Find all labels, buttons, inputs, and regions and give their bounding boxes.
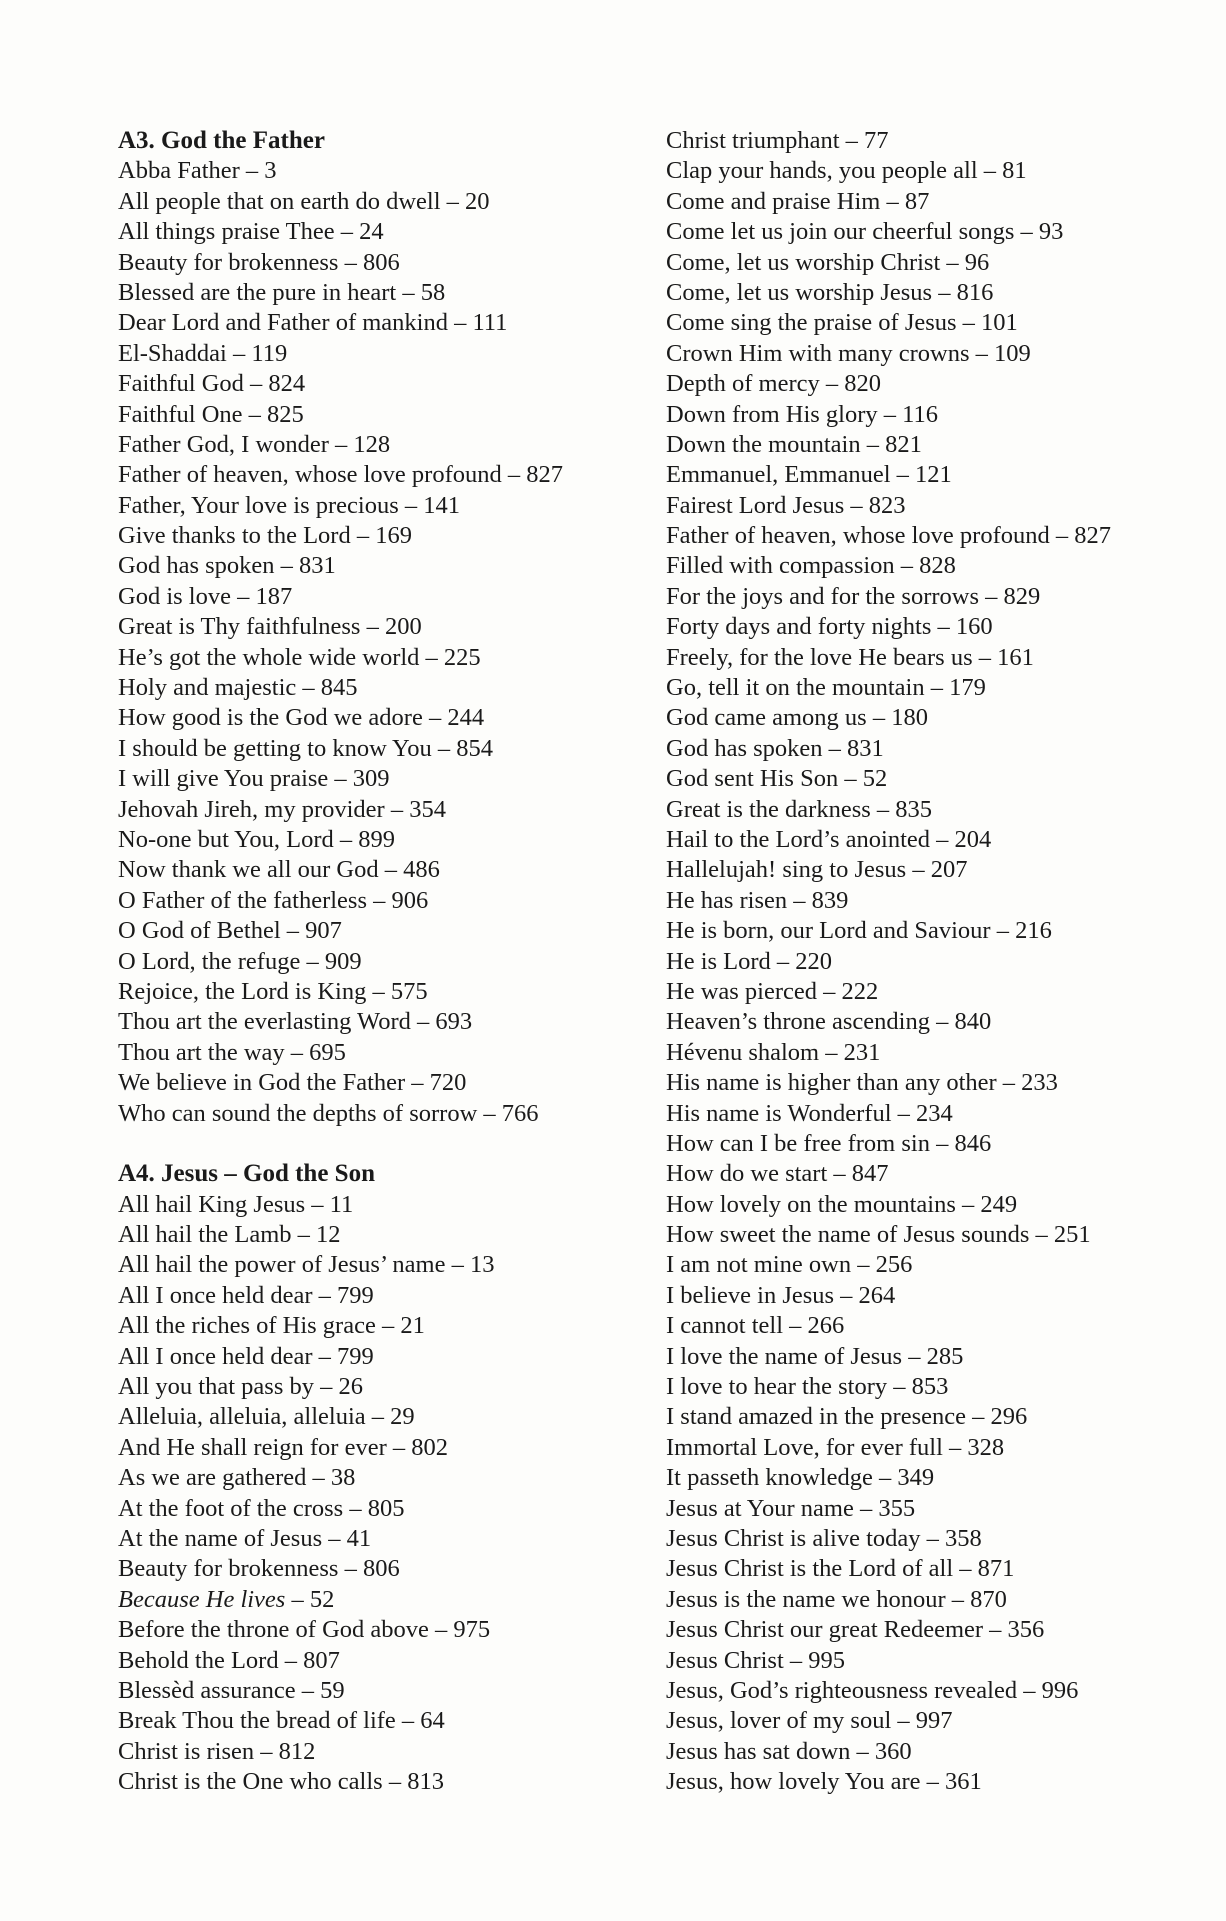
left-column: [118, 126, 658, 1797]
hymn-index-entry: O Father of the fatherless – 906: [118, 886, 429, 914]
hymn-index-entry: Holy and majestic – 845: [118, 674, 358, 702]
hymn-index-entry: Who can sound the depths of sorrow – 766: [118, 1099, 539, 1127]
hymn-index-entry: Come and praise Him – 87: [666, 187, 930, 215]
hymn-index-entry: Go, tell it on the mountain – 179: [666, 674, 986, 702]
hymn-index-entry: All hail the power of Jesus’ name – 13: [118, 1251, 495, 1279]
hymn-index-entry: All people that on earth do dwell – 20: [118, 187, 490, 215]
hymn-index-entry: Father of heaven, whose love profound – 827: [666, 522, 1111, 550]
hymn-index-entry: Father, Your love is precious – 141: [118, 491, 460, 519]
hymn-index-entry: Faithful God – 824: [118, 370, 306, 398]
hymn-index-entry: Immortal Love, for ever full – 328: [666, 1433, 1005, 1461]
hymn-index-entry: God has spoken – 831: [118, 552, 336, 580]
section-spacer: [118, 1129, 658, 1159]
hymn-index-entry: Down the mountain – 821: [666, 430, 922, 458]
hymn-index-entry: Blessed are the pure in heart – 58: [118, 278, 446, 306]
hymn-index-entry: How lovely on the mountains – 249: [666, 1190, 1018, 1218]
hymn-index-entry: Thou art the way – 695: [118, 1038, 346, 1066]
hymn-index-entry: Blessèd assurance – 59: [118, 1676, 345, 1704]
hymn-index-entry: Break Thou the bread of life – 64: [118, 1707, 445, 1735]
hymn-index-entry: God sent His Son – 52: [666, 765, 888, 793]
hymn-index-entry: And He shall reign for ever – 802: [118, 1433, 448, 1461]
hymn-index-entry: He is Lord – 220: [666, 947, 833, 975]
hymn-index-entry: All you that pass by – 26: [118, 1373, 363, 1401]
hymn-index-entry: Before the throne of God above – 975: [118, 1616, 491, 1644]
hymn-index-entry: His name is higher than any other – 233: [666, 1069, 1058, 1097]
hymn-index-entry: Jesus Christ our great Redeemer – 356: [666, 1616, 1045, 1644]
hymn-index-entry: I stand amazed in the presence – 296: [666, 1403, 1028, 1431]
hymn-index-entry: All hail King Jesus – 11: [118, 1190, 354, 1218]
hymn-index-entry: I love to hear the story – 853: [666, 1373, 949, 1401]
hymn-index-entry: Clap your hands, you people all – 81: [666, 157, 1027, 185]
hymn-index-entry: Come, let us worship Jesus – 816: [666, 278, 994, 306]
hymn-index-entry: Jehovah Jireh, my provider – 354: [118, 795, 446, 823]
hymn-index-entry: Forty days and forty nights – 160: [666, 613, 993, 641]
hymn-index-entry: I am not mine own – 256: [666, 1251, 913, 1279]
hymn-index-entry: All I once held dear – 799: [118, 1281, 374, 1309]
hymn-index-entry: Behold the Lord – 807: [118, 1646, 340, 1674]
hymn-index-entry: As we are gathered – 38: [118, 1464, 356, 1492]
hymn-index-entry: Crown Him with many crowns – 109: [666, 339, 1031, 367]
hymn-index-entry: I love the name of Jesus – 285: [666, 1342, 964, 1370]
hymn-index-entry: How can I be free from sin – 846: [666, 1129, 992, 1157]
hymn-index-entry: I cannot tell – 266: [666, 1312, 845, 1340]
hymn-index-entry: Depth of mercy – 820: [666, 370, 881, 398]
hymn-index-entry: Jesus, God’s righteousness revealed – 996: [666, 1676, 1079, 1704]
hymn-index-entry: Come, let us worship Christ – 96: [666, 248, 990, 276]
hymn-index-entry: Jesus, how lovely You are – 361: [666, 1768, 982, 1796]
hymn-index-entry: Dear Lord and Father of mankind – 111: [118, 309, 508, 337]
hymn-index-entry: His name is Wonderful – 234: [666, 1099, 953, 1127]
hymn-index-entry: Christ triumphant – 77: [666, 127, 889, 154]
hymn-index-entry: Hévenu shalom – 231: [666, 1038, 881, 1066]
hymn-index-entry: Jesus has sat down – 360: [666, 1737, 912, 1765]
hymn-index-entry: Beauty for brokenness – 806: [118, 1555, 400, 1583]
hymn-index-entry: I will give You praise – 309: [118, 765, 390, 793]
right-column: [666, 126, 1216, 1797]
hymn-index-entry: How do we start – 847: [666, 1160, 889, 1188]
hymn-index-entry: Jesus Christ is alive today – 358: [666, 1524, 982, 1552]
hymn-index-entry: Filled with compassion – 828: [666, 552, 956, 580]
hymn-index-entry: Heaven’s throne ascending – 840: [666, 1008, 992, 1036]
hymn-index-entry: Faithful One – 825: [118, 400, 304, 428]
section-heading: A4. Jesus – God the Son: [118, 1160, 375, 1188]
hymn-index-entry: I should be getting to know You – 854: [118, 734, 494, 762]
hymn-index-entry: Great is the darkness – 835: [666, 795, 933, 823]
hymn-index-entry: O Lord, the refuge – 909: [118, 947, 362, 975]
hymn-index-entry: God is love – 187: [118, 582, 293, 610]
hymn-index-entry: Come let us join our cheerful songs – 93: [666, 218, 1064, 246]
hymn-index-entry: El-Shaddai – 119: [118, 339, 288, 367]
hymn-index-entry: All hail the Lamb – 12: [118, 1221, 341, 1249]
hymn-index-entry: All I once held dear – 799: [118, 1342, 374, 1370]
hymn-index-entry: Christ is risen – 812: [118, 1737, 316, 1765]
hymn-index-entry: Great is Thy faithfulness – 200: [118, 613, 422, 641]
hymn-index-entry: Because He lives – 52: [118, 1585, 335, 1613]
hymn-index-entry: I believe in Jesus – 264: [666, 1281, 896, 1309]
hymn-index-entry: Beauty for brokenness – 806: [118, 248, 400, 276]
hymn-index-entry: Give thanks to the Lord – 169: [118, 522, 412, 550]
hymn-index-entry: Hallelujah! sing to Jesus – 207: [666, 856, 968, 884]
hymn-index-entry: Down from His glory – 116: [666, 400, 938, 428]
hymn-index-entry: All things praise Thee – 24: [118, 218, 384, 246]
hymn-index-entry: He has risen – 839: [666, 886, 849, 914]
hymn-index-entry: He was pierced – 222: [666, 977, 879, 1005]
hymn-index-entry: Jesus Christ is the Lord of all – 871: [666, 1555, 1015, 1583]
hymn-index-entry: Father of heaven, whose love profound – 827: [118, 461, 563, 489]
hymn-index-entry: Jesus at Your name – 355: [666, 1494, 916, 1522]
hymn-index-entry: How sweet the name of Jesus sounds – 251: [666, 1221, 1091, 1249]
hymn-index-entry: O God of Bethel – 907: [118, 917, 342, 945]
hymn-index-entry: Emmanuel, Emmanuel – 121: [666, 461, 952, 489]
hymn-index-entry: We believe in God the Father – 720: [118, 1069, 467, 1097]
section-heading: A3. God the Father: [118, 127, 325, 154]
hymn-index-entry: Fairest Lord Jesus – 823: [666, 491, 906, 519]
hymn-index-entry: Hail to the Lord’s anointed – 204: [666, 825, 992, 853]
hymn-index-entry: At the name of Jesus – 41: [118, 1524, 372, 1552]
hymn-index-entry: Christ is the One who calls – 813: [118, 1768, 444, 1796]
hymn-index-entry: Come sing the praise of Jesus – 101: [666, 309, 1018, 337]
hymn-index-entry: It passeth knowledge – 349: [666, 1464, 935, 1492]
hymn-index-entry: Jesus, lover of my soul – 997: [666, 1707, 953, 1735]
hymn-index-entry: Jesus is the name we honour – 870: [666, 1585, 1007, 1613]
hymn-index-entry: He’s got the whole wide world – 225: [118, 643, 481, 671]
hymn-index-entry: Father God, I wonder – 128: [118, 430, 391, 458]
hymn-index-entry: Abba Father – 3: [118, 157, 277, 185]
hymn-index-entry: All the riches of His grace – 21: [118, 1312, 425, 1340]
hymn-index-entry: He is born, our Lord and Saviour – 216: [666, 917, 1052, 945]
hymn-index-entry: Jesus Christ – 995: [666, 1646, 846, 1674]
hymn-index-entry: For the joys and for the sorrows – 829: [666, 582, 1041, 610]
hymn-index-entry: No-one but You, Lord – 899: [118, 825, 395, 853]
hymn-index-entry: Rejoice, the Lord is King – 575: [118, 977, 428, 1005]
hymn-index-entry: Now thank we all our God – 486: [118, 856, 440, 884]
hymn-index-entry: At the foot of the cross – 805: [118, 1494, 405, 1522]
hymn-index-entry: God has spoken – 831: [666, 734, 884, 762]
hymn-index-entry: God came among us – 180: [666, 704, 928, 732]
hymn-index-entry: Thou art the everlasting Word – 693: [118, 1008, 473, 1036]
hymn-index-entry: How good is the God we adore – 244: [118, 704, 485, 732]
hymn-index-entry: Freely, for the love He bears us – 161: [666, 643, 1034, 671]
hymn-index-entry: Alleluia, alleluia, alleluia – 29: [118, 1403, 415, 1431]
